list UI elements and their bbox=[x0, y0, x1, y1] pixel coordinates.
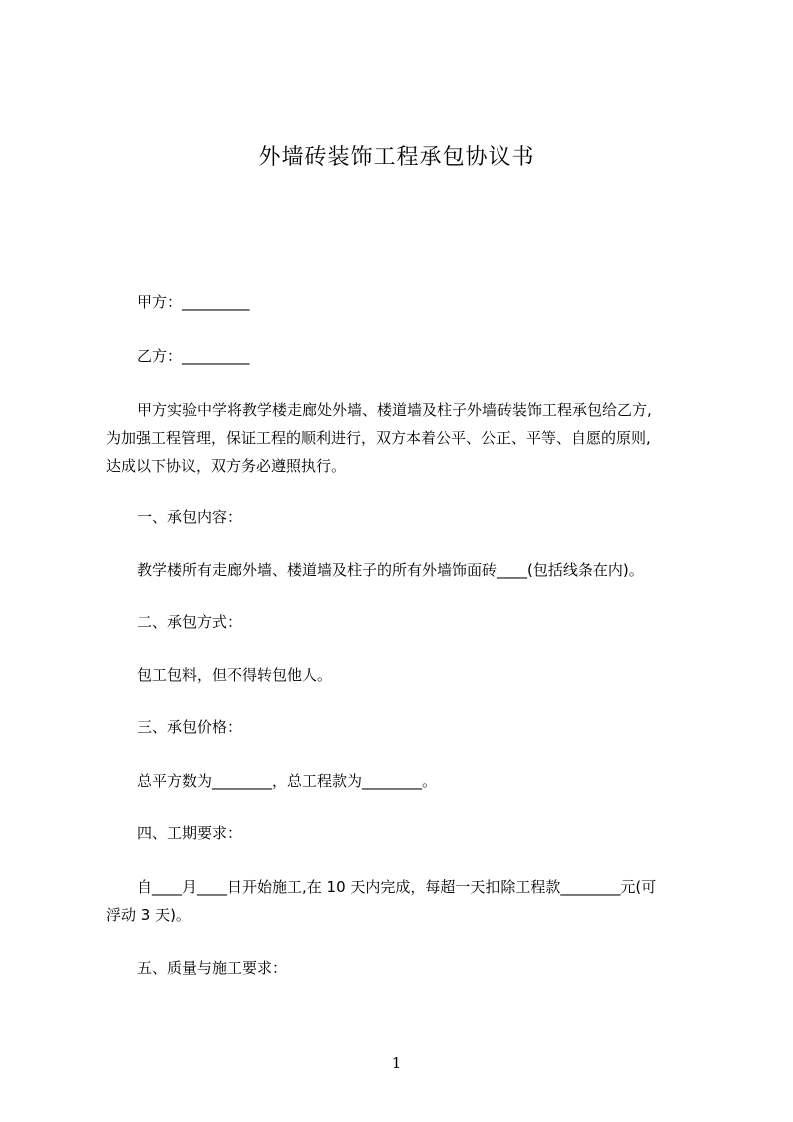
page-number: 1 bbox=[391, 1054, 402, 1072]
party-a-line: 甲方：_________ bbox=[137, 293, 250, 311]
section-body-2: 包工包料，但不得转包他人。 bbox=[137, 666, 333, 684]
section-body-1: 教学楼所有走廊外墙、楼道墙及柱子的所有外墙饰面砖____(包括线条在内)。 bbox=[137, 561, 644, 579]
section-heading-5: 五、质量与施工要求： bbox=[137, 959, 288, 977]
document-title: 外墙砖装饰工程承包协议书 bbox=[258, 145, 535, 170]
intro-line-1: 甲方实验中学将教学楼走廊处外墙、楼道墙及柱子外墙砖装饰工程承包给乙方, bbox=[137, 401, 652, 419]
section-heading-2: 二、承包方式： bbox=[137, 613, 243, 631]
intro-line-3: 达成以下协议，双方务必遵照执行。 bbox=[106, 457, 347, 475]
section-body-3: 总平方数为________，总工程款为________。 bbox=[137, 772, 438, 790]
section-heading-1: 一、承包内容： bbox=[137, 508, 243, 526]
intro-line-2: 为加强工程管理，保证工程的顺利进行，双方本着公平、公正、平等、自愿的原则, bbox=[106, 429, 651, 447]
section-body-4-line-2: 浮动 3 天)。 bbox=[106, 906, 191, 924]
section-heading-3: 三、承包价格： bbox=[137, 718, 243, 736]
section-body-4-line-1: 自____月____日开始施工,在 10 天内完成，每超一天扣除工程款________元(可 bbox=[137, 878, 657, 896]
party-b-line: 乙方：_________ bbox=[137, 347, 250, 365]
section-heading-4: 四、工期要求： bbox=[137, 824, 243, 842]
